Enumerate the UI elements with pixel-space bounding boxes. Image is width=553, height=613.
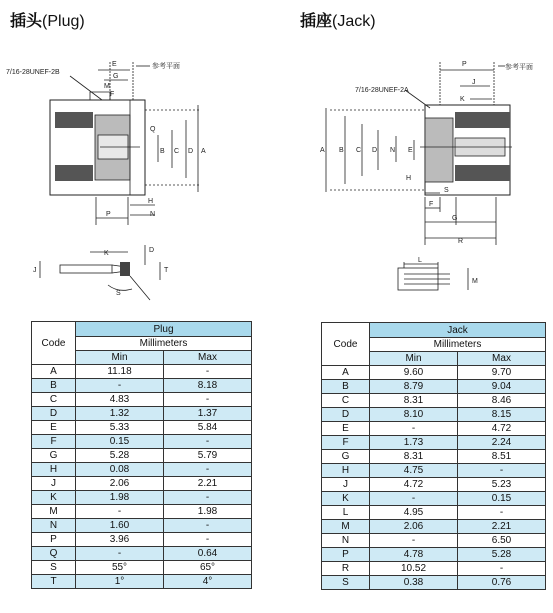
table-cell-max: 2.21 bbox=[458, 520, 546, 534]
table-cell-min: - bbox=[76, 379, 164, 393]
table-cell-code: J bbox=[322, 478, 370, 492]
table-row bbox=[32, 533, 252, 547]
jack-dim-label: C bbox=[356, 147, 362, 154]
plug-heading-en: (Plug) bbox=[42, 13, 85, 30]
table-cell-code: H bbox=[322, 464, 370, 478]
table-row bbox=[322, 562, 546, 576]
table-cell-code: B bbox=[32, 379, 76, 393]
table-cell-max: - bbox=[458, 464, 546, 478]
table-row bbox=[32, 407, 252, 421]
plug-dim-label: Q bbox=[150, 126, 156, 133]
jack-dim-label: E bbox=[408, 147, 413, 154]
jack-code-header: Code bbox=[322, 323, 370, 366]
table-cell-min: 1° bbox=[76, 575, 164, 589]
table-cell-min: 0.08 bbox=[76, 463, 164, 477]
table-cell-code: F bbox=[322, 436, 370, 450]
table-cell-max: - bbox=[458, 562, 546, 576]
table-cell-min: 5.33 bbox=[76, 421, 164, 435]
plug-dim-label: B bbox=[160, 148, 165, 155]
plug-max-header: Max bbox=[164, 351, 252, 365]
jack-section-drawing bbox=[326, 62, 512, 245]
plug-code-header: Code bbox=[32, 322, 76, 365]
jack-dim-label: B bbox=[339, 147, 344, 154]
table-cell-max: 2.24 bbox=[458, 436, 546, 450]
table-cell-max: 2.21 bbox=[164, 477, 252, 491]
table-cell-code: A bbox=[322, 366, 370, 380]
table-cell-code: R bbox=[322, 562, 370, 576]
table-cell-code: N bbox=[32, 519, 76, 533]
table-row bbox=[32, 393, 252, 407]
table-row bbox=[32, 379, 252, 393]
table-cell-code: C bbox=[32, 393, 76, 407]
plug-pin-drawing bbox=[40, 245, 160, 300]
table-row bbox=[322, 422, 546, 436]
table-cell-max: 8.18 bbox=[164, 379, 252, 393]
table-cell-max: 1.37 bbox=[164, 407, 252, 421]
table-cell-max: - bbox=[458, 506, 546, 520]
plug-dim-label: S bbox=[116, 290, 121, 297]
table-cell-max: 9.70 bbox=[458, 366, 546, 380]
table-cell-min: 1.60 bbox=[76, 519, 164, 533]
jack-ref-plane-label: 参考平面 bbox=[505, 64, 533, 71]
jack-dim-label: K bbox=[460, 96, 465, 103]
table-cell-code: Q bbox=[32, 547, 76, 561]
table-cell-min: 8.10 bbox=[370, 408, 458, 422]
plug-dim-label: J bbox=[33, 267, 37, 274]
jack-unit-header: Millimeters bbox=[370, 338, 546, 352]
table-cell-max: 5.84 bbox=[164, 421, 252, 435]
table-cell-min: 2.06 bbox=[76, 477, 164, 491]
table-cell-code: L bbox=[322, 506, 370, 520]
jack-dim-label: A bbox=[320, 147, 325, 154]
table-row bbox=[322, 520, 546, 534]
plug-dim-label: A bbox=[201, 148, 206, 155]
table-cell-code: M bbox=[322, 520, 370, 534]
table-cell-max: 5.79 bbox=[164, 449, 252, 463]
plug-dim-label: E bbox=[112, 61, 117, 68]
table-cell-code: P bbox=[322, 548, 370, 562]
jack-thread-label: 7/16-28UNEF-2A bbox=[355, 87, 409, 94]
plug-dim-label: M bbox=[104, 83, 110, 90]
table-cell-code: K bbox=[32, 491, 76, 505]
plug-heading-cn: 插头 bbox=[10, 13, 43, 30]
table-cell-code: N bbox=[322, 534, 370, 548]
table-row bbox=[32, 421, 252, 435]
table-row bbox=[322, 380, 546, 394]
table-row bbox=[322, 366, 546, 380]
table-cell-max: 8.15 bbox=[458, 408, 546, 422]
table-cell-code: H bbox=[32, 463, 76, 477]
table-row bbox=[32, 561, 252, 575]
table-row bbox=[322, 534, 546, 548]
plug-ref-plane-label: 参考平面 bbox=[152, 63, 180, 70]
table-cell-max: 8.46 bbox=[458, 394, 546, 408]
jack-dim-label: J bbox=[472, 79, 476, 86]
table-row bbox=[322, 492, 546, 506]
table-cell-code: G bbox=[32, 449, 76, 463]
table-cell-min: - bbox=[370, 422, 458, 436]
table-row bbox=[32, 449, 252, 463]
jack-dim-label: M bbox=[472, 278, 478, 285]
plug-dim-label: C bbox=[174, 148, 180, 155]
table-cell-max: 4° bbox=[164, 575, 252, 589]
jack-dim-label: R bbox=[458, 238, 464, 245]
plug-dim-label: G bbox=[113, 73, 119, 80]
table-cell-min: 2.06 bbox=[370, 520, 458, 534]
table-cell-min: 8.31 bbox=[370, 394, 458, 408]
plug-unit-header: Millimeters bbox=[76, 337, 252, 351]
table-row bbox=[32, 575, 252, 589]
table-cell-code: J bbox=[32, 477, 76, 491]
table-cell-max: - bbox=[164, 491, 252, 505]
table-cell-max: - bbox=[164, 533, 252, 547]
table-row bbox=[32, 365, 252, 379]
table-cell-code: P bbox=[32, 533, 76, 547]
table-row bbox=[322, 478, 546, 492]
table-cell-code: S bbox=[322, 576, 370, 590]
plug-dim-label: D bbox=[149, 247, 155, 254]
plug-dim-label: N bbox=[150, 211, 156, 218]
table-cell-code: C bbox=[322, 394, 370, 408]
table-cell-max: - bbox=[164, 393, 252, 407]
table-cell-min: 1.32 bbox=[76, 407, 164, 421]
table-cell-max: - bbox=[164, 519, 252, 533]
table-row bbox=[32, 463, 252, 477]
table-cell-code: A bbox=[32, 365, 76, 379]
table-cell-max: 65° bbox=[164, 561, 252, 575]
table-row bbox=[322, 394, 546, 408]
table-row bbox=[322, 548, 546, 562]
plug-min-header: Min bbox=[76, 351, 164, 365]
jack-heading-en: (Jack) bbox=[332, 13, 376, 30]
table-row bbox=[32, 547, 252, 561]
table-row bbox=[322, 450, 546, 464]
jack-dim-label: S bbox=[444, 187, 449, 194]
jack-dim-label: G bbox=[452, 215, 458, 222]
table-cell-min: 4.75 bbox=[370, 464, 458, 478]
table-cell-min: 3.96 bbox=[76, 533, 164, 547]
jack-dim-label: N bbox=[390, 147, 396, 154]
table-row bbox=[322, 436, 546, 450]
table-cell-min: 10.52 bbox=[370, 562, 458, 576]
jack-dimension-table bbox=[321, 322, 546, 590]
table-cell-min: 4.83 bbox=[76, 393, 164, 407]
table-cell-max: - bbox=[164, 435, 252, 449]
table-row bbox=[32, 505, 252, 519]
table-cell-code: E bbox=[322, 422, 370, 436]
jack-dim-label: H bbox=[406, 175, 412, 182]
table-cell-code: D bbox=[32, 407, 76, 421]
table-cell-min: 11.18 bbox=[76, 365, 164, 379]
jack-heading-cn: 插座 bbox=[300, 13, 333, 30]
table-row bbox=[32, 519, 252, 533]
plug-section-drawing bbox=[50, 62, 200, 225]
table-cell-max: - bbox=[164, 463, 252, 477]
table-cell-min: 0.15 bbox=[76, 435, 164, 449]
jack-dim-label: L bbox=[418, 257, 422, 264]
plug-dim-label: H bbox=[148, 198, 154, 205]
table-cell-code: S bbox=[32, 561, 76, 575]
jack-contact-drawing bbox=[398, 262, 468, 290]
table-cell-max: 1.98 bbox=[164, 505, 252, 519]
table-cell-max: 0.64 bbox=[164, 547, 252, 561]
table-cell-min: - bbox=[76, 505, 164, 519]
table-cell-max: 4.72 bbox=[458, 422, 546, 436]
table-row bbox=[32, 435, 252, 449]
jack-table-title: Jack bbox=[370, 323, 546, 338]
table-cell-min: - bbox=[370, 492, 458, 506]
plug-dim-label: P bbox=[106, 211, 111, 218]
table-cell-min: 1.73 bbox=[370, 436, 458, 450]
table-cell-max: 0.15 bbox=[458, 492, 546, 506]
table-cell-min: 0.38 bbox=[370, 576, 458, 590]
table-cell-code: T bbox=[32, 575, 76, 589]
table-cell-max: 5.23 bbox=[458, 478, 546, 492]
table-cell-code: G bbox=[322, 450, 370, 464]
table-cell-min: 4.95 bbox=[370, 506, 458, 520]
jack-dim-label: F bbox=[429, 201, 434, 208]
jack-max-header: Max bbox=[458, 352, 546, 366]
table-cell-min: 8.79 bbox=[370, 380, 458, 394]
plug-dimension-table bbox=[31, 321, 252, 589]
plug-table-title: Plug bbox=[76, 322, 252, 337]
table-row bbox=[322, 408, 546, 422]
plug-dim-label: K bbox=[104, 250, 109, 257]
plug-dim-label: D bbox=[188, 148, 194, 155]
table-cell-max: 9.04 bbox=[458, 380, 546, 394]
table-cell-max: 5.28 bbox=[458, 548, 546, 562]
jack-dim-label: D bbox=[372, 147, 378, 154]
table-cell-code: K bbox=[322, 492, 370, 506]
table-row bbox=[322, 464, 546, 478]
table-cell-min: - bbox=[76, 547, 164, 561]
table-row bbox=[32, 477, 252, 491]
table-cell-max: 6.50 bbox=[458, 534, 546, 548]
table-cell-min: 55° bbox=[76, 561, 164, 575]
table-cell-max: 0.76 bbox=[458, 576, 546, 590]
plug-dim-label: F bbox=[110, 91, 115, 98]
table-cell-code: F bbox=[32, 435, 76, 449]
table-cell-min: 4.72 bbox=[370, 478, 458, 492]
table-cell-min: 9.60 bbox=[370, 366, 458, 380]
table-row bbox=[32, 491, 252, 505]
plug-dim-label: T bbox=[164, 267, 169, 274]
jack-dim-label: P bbox=[462, 61, 467, 68]
table-cell-min: 1.98 bbox=[76, 491, 164, 505]
jack-min-header: Min bbox=[370, 352, 458, 366]
table-cell-code: E bbox=[32, 421, 76, 435]
table-cell-min: - bbox=[370, 534, 458, 548]
table-cell-code: M bbox=[32, 505, 76, 519]
table-row bbox=[322, 576, 546, 590]
table-cell-max: - bbox=[164, 365, 252, 379]
table-cell-min: 5.28 bbox=[76, 449, 164, 463]
plug-thread-label: 7/16-28UNEF-2B bbox=[6, 69, 60, 76]
table-row bbox=[322, 506, 546, 520]
table-cell-min: 8.31 bbox=[370, 450, 458, 464]
table-cell-code: D bbox=[322, 408, 370, 422]
table-cell-code: B bbox=[322, 380, 370, 394]
table-cell-max: 8.51 bbox=[458, 450, 546, 464]
table-cell-min: 4.78 bbox=[370, 548, 458, 562]
